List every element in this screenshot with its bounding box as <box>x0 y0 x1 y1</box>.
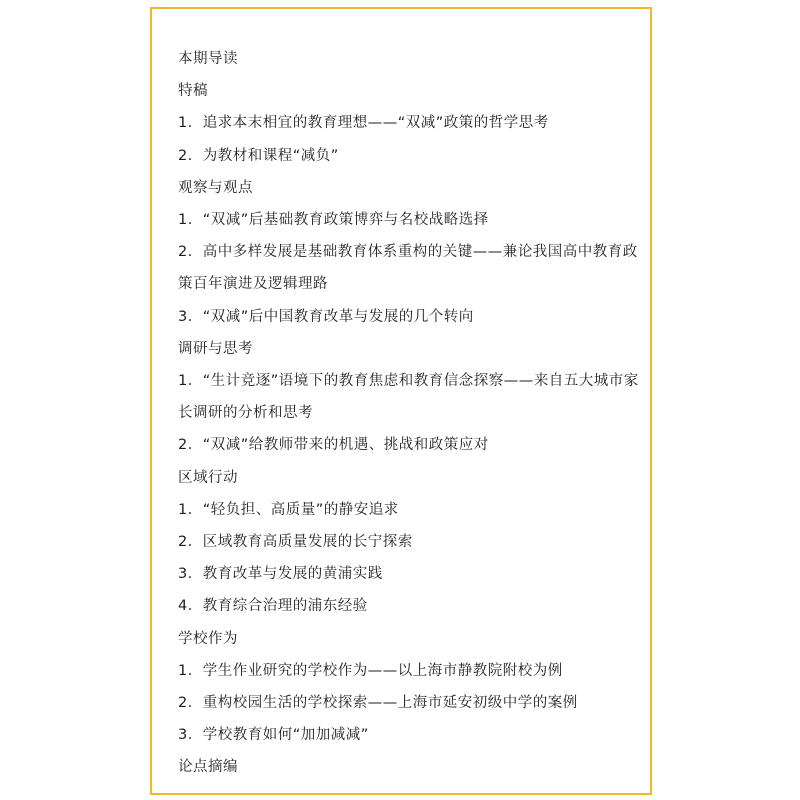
section-heading: 特稿 <box>178 83 208 100</box>
list-item: 1．学生作业研究的学校作为——以上海市静教院附校为例 <box>178 662 563 679</box>
list-item: 2．为教材和课程“减负” <box>178 147 339 164</box>
list-item: 3．教育改革与发展的黄浦实践 <box>178 566 383 583</box>
list-item: 3．学校教育如何“加加减减” <box>178 727 369 744</box>
list-item: 1．“双减”后基础教育政策博弈与名校战略选择 <box>178 212 489 229</box>
list-item: 2．区域教育高质量发展的长宁探索 <box>178 534 413 551</box>
section-heading: 区域行动 <box>178 469 238 486</box>
list-item: 1．“生计竞逐”语境下的教育焦虑和教育信念探察——来自五大城市家长调研的分析和思考 <box>178 373 639 422</box>
list-item: 2．高中多样发展是基础教育体系重构的关键——兼论我国高中教育政策百年演进及逻辑理路 <box>178 244 638 293</box>
section-heading: 调研与思考 <box>178 340 253 357</box>
list-item: 4．教育综合治理的浦东经验 <box>178 598 368 615</box>
page-title: 本期导读 <box>178 51 238 67</box>
list-item: 3．“双减”后中国教育改革与发展的几个转向 <box>178 308 474 325</box>
list-item: 1．“轻负担、高质量”的静安追求 <box>178 501 399 518</box>
table-of-contents <box>178 43 648 784</box>
document-frame <box>150 7 652 795</box>
list-item: 1．追求本末相宜的教育理想——“双减”政策的哲学思考 <box>178 115 549 132</box>
section-heading: 观察与观点 <box>178 179 253 196</box>
list-item: 2．重构校园生活的学校探索——上海市延安初级中学的案例 <box>178 695 578 712</box>
section-heading: 学校作为 <box>178 630 238 647</box>
list-item: 2．“双减”给教师带来的机遇、挑战和政策应对 <box>178 437 489 454</box>
section-heading: 论点摘编 <box>178 759 238 776</box>
